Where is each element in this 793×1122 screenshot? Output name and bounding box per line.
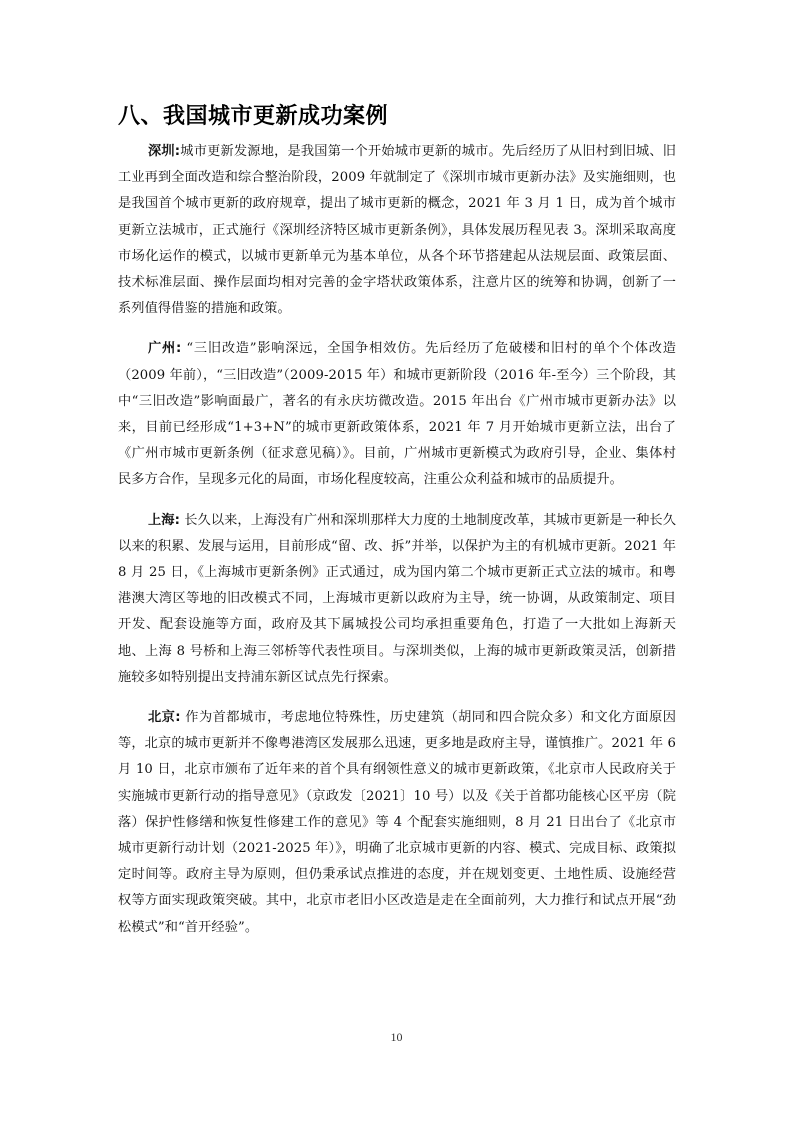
document-body (118, 139, 676, 955)
city-label-shenzhen: 深圳: (148, 144, 181, 159)
paragraph-shanghai (118, 508, 676, 691)
paragraph-text-shenzhen: 城市更新发源地，是我国第一个开始城市更新的城市。先后经历了从旧村到旧城、旧工业再到全面改造和综合整治阶段，2009 年就制定了《深圳市城市更新办法》及实施细则，也是我国首个城市更新的政府规章，提出了城市更新的概念，2021 年 3 月 1 日，成为首个城市更新立法城市，正式施行《深圳经济特区城市更新条例》，具体发展历程见表 3。深圳采取高度市场化运作的模式，以城市更新单元为基本单位，从各个环节搭建起从法规层面、政策层面、技术标准层面、操作层面均相对完善的金字塔状政策体系，注意片区的统筹和协调，创新了一系列值得借鉴的措施和政策。 (118, 144, 677, 317)
city-label-guangzhou: 广州: (148, 341, 182, 357)
paragraph-text-guangzhou: “三旧改造”影响深远，全国争相效仿。先后经历了危破楼和旧村的单个个体改造（2009 年前），“三旧改造”（2009-2015 年）和城市更新阶段（2016 年-至今）三个阶段，其中“三旧改造”影响面最广，著名的有永庆坊微改造。2015 年出台《广州市城市更新办法》以来，目前已经形成“1+3+N”的城市更新政策体系，2021 年 7 月开始城市更新立法，出台了《广州市城市更新条例（征求意见稿）》。目前，广州城市更新模式为政府引导，企业、集体村民多方合作，呈现多元化的局面，市场化程度较高，注重公众利益和城市的品质提升。 (118, 341, 677, 488)
paragraph-beijing (118, 705, 676, 941)
paragraph-shenzhen (118, 139, 676, 322)
section-heading: 八、我国城市更新成功案例 (118, 104, 389, 129)
paragraph-text-beijing: 作为首都城市，考虑地位特殊性，历史建筑（胡同和四合院众多）和文化方面原因等，北京的城市更新并不像粤港湾区发展那么迅速，更多地是政府主导，谨慎推广。2021 年 6 月 10 日，北京市颁布了近年来的首个具有纲领性意义的城市更新政策，《北京市人民政府关于实施城市更新行动的指导意见》（京政发〔2021〕10 号）以及《关于首都功能核心区平房（院落）保护性修缮和恢复性修建工作的意见》等 4 个配套实施细则，8 月 21 日出台了《北京市城市更新行动计划（2021-2025 年）》，明确了北京城市更新的内容、模式、完成目标、政策拟定时间等。政府主导为原则，但仍秉承试点推进的态度，并在规划变更、土地性质、设施经营权等方面实现政策突破。其中，北京市老旧小区改造是走在全面前列，大力推行和试点开展“劲松模式”和“首开经验”。 (118, 710, 676, 935)
page-number: 10 (390, 1030, 403, 1044)
city-label-beijing: 北京: (148, 710, 181, 726)
paragraph-text-shanghai: 长久以来，上海没有广州和深圳那样大力度的土地制度改革，其城市更新是一种长久以来的积累、发展与运用，目前形成“留、改、拆”并举，以保护为主的有机城市更新。2021 年 8 月 25 日，《上海城市更新条例》正式通过，成为国内第二个城市更新正式立法的城市。和粤港澳大湾区等地的旧改模式不同，上海城市更新以政府为主导，统一协调，从政策制定、项目开发、配套设施等方面，政府及其下属城投公司均承担重要角色，打造了一大批如上海新天地、上海 8 号桥和上海三邻桥等代表性项目。与深圳类似，上海的城市更新政策灵活，创新措施较多如特别提出支持浦东新区试点先行探索。 (118, 512, 676, 685)
paragraph-guangzhou (118, 336, 676, 493)
city-label-shanghai: 上海: (148, 512, 180, 528)
